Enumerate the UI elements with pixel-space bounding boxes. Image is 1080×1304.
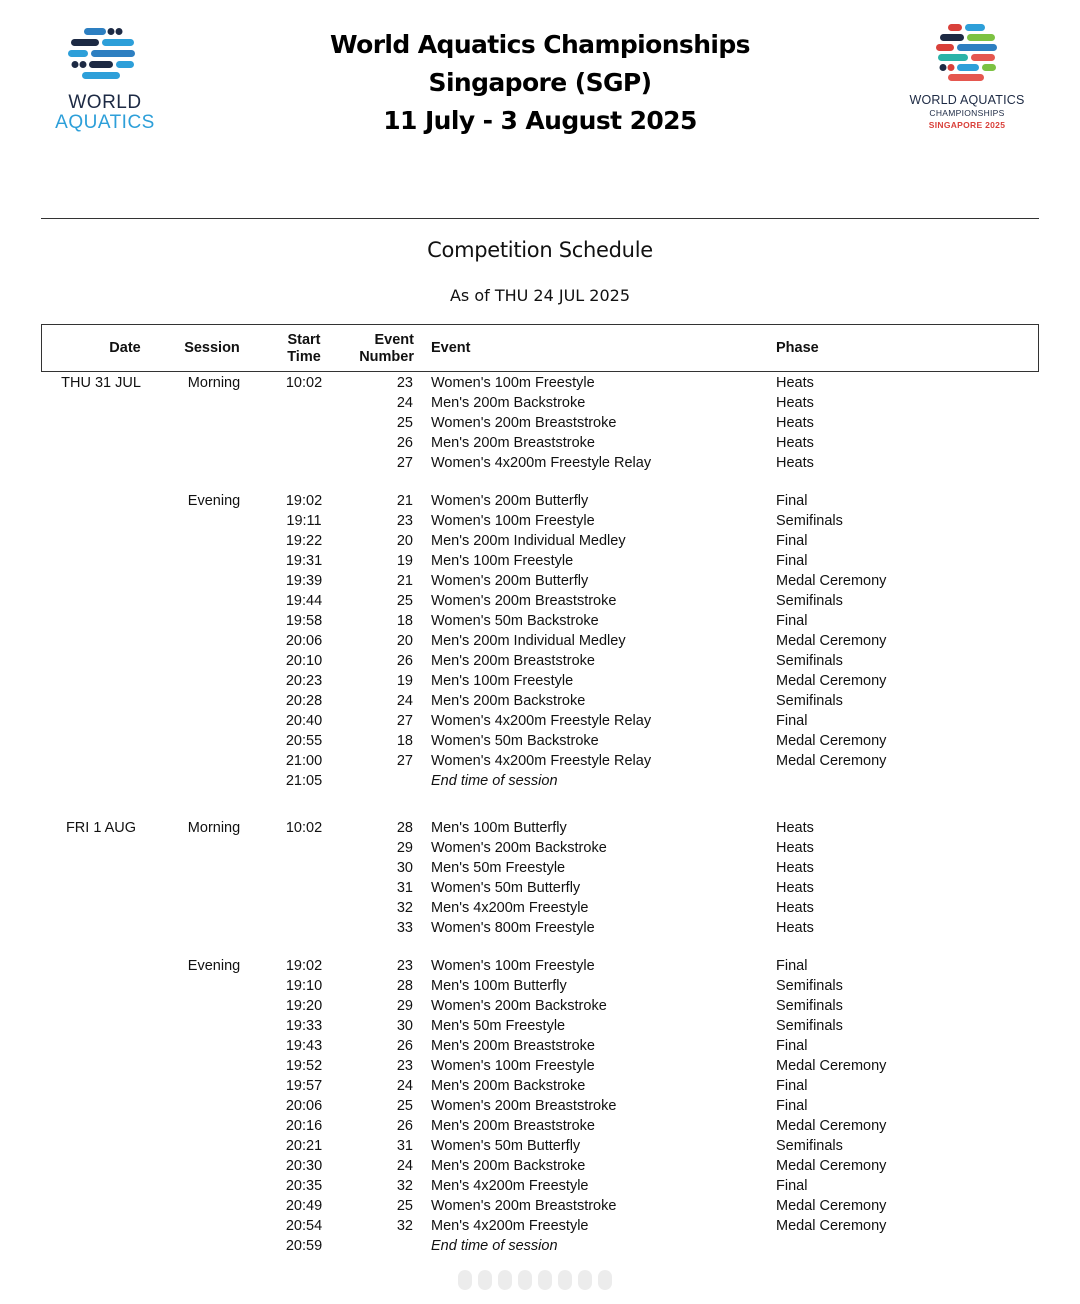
table-row bbox=[0, 1116, 1080, 1136]
cell-event: Men's 4x200m Freestyle bbox=[431, 1178, 589, 1194]
cell-start-time: 20:16 bbox=[285, 1118, 323, 1134]
cell-start-time: 20:40 bbox=[285, 713, 323, 729]
table-row bbox=[0, 996, 1080, 1016]
cell-event-number: 28 bbox=[396, 978, 413, 994]
cell-start-time: 20:54 bbox=[285, 1218, 323, 1234]
cell-phase: Medal Ceremony bbox=[776, 1198, 887, 1214]
cell-event: Women's 200m Butterfly bbox=[431, 573, 589, 589]
cell-event: Women's 50m Butterfly bbox=[431, 1138, 581, 1154]
table-row bbox=[0, 571, 1080, 591]
cell-phase: Final bbox=[776, 958, 808, 974]
cell-event-number: 29 bbox=[396, 998, 413, 1014]
cell-event: Women's 200m Backstroke bbox=[431, 840, 607, 856]
cell-event-number: 21 bbox=[396, 573, 413, 589]
cell-event-number: 26 bbox=[396, 1118, 413, 1134]
document-title: Competition Schedule bbox=[427, 238, 653, 262]
cell-event-number: 26 bbox=[396, 1038, 413, 1054]
table-row bbox=[0, 491, 1080, 511]
table-row bbox=[0, 611, 1080, 631]
table-row bbox=[0, 858, 1080, 878]
cell-event: Women's 100m Freestyle bbox=[431, 1058, 595, 1074]
col-header-event: Event bbox=[431, 340, 471, 356]
championship-location: Singapore (SGP) bbox=[428, 68, 652, 97]
col-header-event-number: Event Number bbox=[359, 332, 414, 365]
cell-phase: Medal Ceremony bbox=[776, 1118, 887, 1134]
cell-start-time: 20:55 bbox=[285, 733, 323, 749]
table-row bbox=[0, 393, 1080, 413]
cell-event-number: 24 bbox=[396, 693, 413, 709]
cell-event: Women's 200m Breaststroke bbox=[431, 415, 617, 431]
table-row bbox=[0, 898, 1080, 918]
cell-phase: Medal Ceremony bbox=[776, 753, 887, 769]
cell-start-time: 20:30 bbox=[285, 1158, 323, 1174]
cell-phase: Heats bbox=[776, 415, 814, 431]
cell-phase: Semifinals bbox=[776, 1018, 843, 1034]
cell-session: Evening bbox=[187, 493, 241, 509]
cell-phase: Heats bbox=[776, 395, 814, 411]
cell-event: Men's 100m Butterfly bbox=[431, 978, 567, 994]
table-row bbox=[0, 731, 1080, 751]
cell-event: Women's 50m Backstroke bbox=[431, 613, 599, 629]
logo-left-word-1: WORLD bbox=[68, 92, 142, 113]
cell-start-time: 20:28 bbox=[285, 693, 323, 709]
cell-session: Morning bbox=[187, 820, 241, 836]
cell-phase: Final bbox=[776, 1098, 808, 1114]
cell-start-time: 19:33 bbox=[285, 1018, 323, 1034]
cell-event: Women's 200m Breaststroke bbox=[431, 593, 617, 609]
cell-event-number: 19 bbox=[396, 673, 413, 689]
cell-event: Women's 50m Butterfly bbox=[431, 880, 581, 896]
cell-event-number: 25 bbox=[396, 415, 413, 431]
table-row bbox=[0, 956, 1080, 976]
cell-event: Women's 800m Freestyle bbox=[431, 920, 595, 936]
cell-phase: Final bbox=[776, 1078, 808, 1094]
cell-phase: Heats bbox=[776, 880, 814, 896]
cell-event-number: 23 bbox=[396, 1058, 413, 1074]
cell-phase: Semifinals bbox=[776, 1138, 843, 1154]
cell-start-time: 21:00 bbox=[285, 753, 323, 769]
cell-event-number: 18 bbox=[396, 613, 413, 629]
cell-event: Women's 4x200m Freestyle Relay bbox=[431, 713, 652, 729]
cell-event-number: 26 bbox=[396, 435, 413, 451]
cell-event-number: 27 bbox=[396, 713, 413, 729]
cell-phase: Medal Ceremony bbox=[776, 1058, 887, 1074]
cell-start-time: 19:57 bbox=[285, 1078, 323, 1094]
cell-event-number: 29 bbox=[396, 840, 413, 856]
cell-event: Women's 4x200m Freestyle Relay bbox=[431, 753, 652, 769]
cell-start-time: 20:06 bbox=[285, 633, 323, 649]
cell-event: Men's 200m Breaststroke bbox=[431, 653, 595, 669]
cell-event-number: 27 bbox=[396, 753, 413, 769]
cell-event-number: 32 bbox=[396, 1218, 413, 1234]
cell-event-number: 18 bbox=[396, 733, 413, 749]
cell-phase: Final bbox=[776, 493, 808, 509]
as-of-date: As of THU 24 JUL 2025 bbox=[449, 286, 631, 305]
logo-right-line-2: CHAMPIONSHIPS bbox=[929, 108, 1005, 118]
cell-phase: Semifinals bbox=[776, 513, 843, 529]
cell-event-number: 19 bbox=[396, 553, 413, 569]
cell-event: Men's 100m Freestyle bbox=[431, 673, 574, 689]
cell-session: Morning bbox=[187, 375, 241, 391]
table-row bbox=[0, 1136, 1080, 1156]
cell-start-time: 21:05 bbox=[285, 773, 323, 789]
table-row bbox=[0, 591, 1080, 611]
cell-event-number: 25 bbox=[396, 1198, 413, 1214]
cell-phase: Heats bbox=[776, 435, 814, 451]
table-row bbox=[0, 1076, 1080, 1096]
cell-start-time: 10:02 bbox=[285, 375, 323, 391]
cell-event: Men's 4x200m Freestyle bbox=[431, 1218, 589, 1234]
table-row bbox=[0, 976, 1080, 996]
cell-phase: Heats bbox=[776, 820, 814, 836]
cell-event-number: 24 bbox=[396, 395, 413, 411]
cell-phase: Medal Ceremony bbox=[776, 673, 887, 689]
cell-event-number: 25 bbox=[396, 1098, 413, 1114]
cell-start-time: 19:20 bbox=[285, 998, 323, 1014]
cell-event-number: 24 bbox=[396, 1158, 413, 1174]
cell-event-number: 31 bbox=[396, 880, 413, 896]
table-row bbox=[0, 878, 1080, 898]
table-row bbox=[0, 1016, 1080, 1036]
table-row bbox=[0, 751, 1080, 771]
cell-phase: Medal Ceremony bbox=[776, 573, 887, 589]
cell-event: Men's 200m Backstroke bbox=[431, 1078, 586, 1094]
table-row bbox=[0, 373, 1080, 393]
cell-event-number: 28 bbox=[396, 820, 413, 836]
cell-event: Men's 200m Backstroke bbox=[431, 1158, 586, 1174]
cell-event-number: 32 bbox=[396, 1178, 413, 1194]
cell-event: Men's 50m Freestyle bbox=[431, 1018, 566, 1034]
cell-event: Women's 100m Freestyle bbox=[431, 958, 595, 974]
col-header-session: Session bbox=[184, 340, 240, 356]
cell-event-number: 20 bbox=[396, 633, 413, 649]
cell-event-number: 21 bbox=[396, 493, 413, 509]
table-row bbox=[0, 1056, 1080, 1076]
cell-event: Men's 200m Breaststroke bbox=[431, 1038, 595, 1054]
cell-phase: Medal Ceremony bbox=[776, 1218, 887, 1234]
table-row bbox=[0, 1036, 1080, 1056]
cell-event: Women's 200m Breaststroke bbox=[431, 1098, 617, 1114]
cell-start-time: 19:52 bbox=[285, 1058, 323, 1074]
cell-phase: Heats bbox=[776, 375, 814, 391]
table-row bbox=[0, 531, 1080, 551]
cell-event-number: 27 bbox=[396, 455, 413, 471]
cell-phase: Final bbox=[776, 1038, 808, 1054]
cell-start-time: 20:21 bbox=[285, 1138, 323, 1154]
cell-event-number: 30 bbox=[396, 860, 413, 876]
cell-session: Evening bbox=[187, 958, 241, 974]
cell-event: Men's 200m Backstroke bbox=[431, 693, 586, 709]
cell-event-number: 32 bbox=[396, 900, 413, 916]
cell-event: Women's 100m Freestyle bbox=[431, 513, 595, 529]
table-row bbox=[0, 511, 1080, 531]
cell-start-time: 20:10 bbox=[285, 653, 323, 669]
col-header-phase: Phase bbox=[776, 340, 819, 356]
cell-event: Men's 4x200m Freestyle bbox=[431, 900, 589, 916]
logo-right-line-3: SINGAPORE 2025 bbox=[928, 120, 1006, 130]
cell-event: Men's 100m Butterfly bbox=[431, 820, 567, 836]
cell-event: End time of session bbox=[431, 1238, 558, 1254]
cell-start-time: 20:49 bbox=[285, 1198, 323, 1214]
watermark bbox=[458, 1270, 618, 1290]
logo-right-line-1: WORLD AQUATICS bbox=[909, 93, 1025, 107]
cell-phase: Final bbox=[776, 533, 808, 549]
cell-phase: Medal Ceremony bbox=[776, 1158, 887, 1174]
cell-phase: Semifinals bbox=[776, 653, 843, 669]
cell-phase: Medal Ceremony bbox=[776, 633, 887, 649]
championship-title: World Aquatics Championships bbox=[330, 30, 750, 59]
cell-start-time: 10:02 bbox=[285, 820, 323, 836]
cell-start-time: 20:06 bbox=[285, 1098, 323, 1114]
table-row bbox=[0, 1096, 1080, 1116]
table-row bbox=[0, 838, 1080, 858]
logo-left-word-2: AQUATICS bbox=[55, 112, 155, 133]
cell-start-time: 19:02 bbox=[285, 958, 323, 974]
cell-event-number: 31 bbox=[396, 1138, 413, 1154]
table-row bbox=[0, 1156, 1080, 1176]
cell-phase: Heats bbox=[776, 860, 814, 876]
table-row bbox=[0, 1196, 1080, 1216]
cell-event: Women's 100m Freestyle bbox=[431, 375, 595, 391]
cell-phase: Semifinals bbox=[776, 998, 843, 1014]
cell-event: Women's 200m Backstroke bbox=[431, 998, 607, 1014]
table-row bbox=[0, 818, 1080, 838]
cell-date: FRI 1 AUG bbox=[65, 820, 137, 836]
cell-phase: Heats bbox=[776, 920, 814, 936]
cell-start-time: 20:59 bbox=[285, 1238, 323, 1254]
cell-event-number: 25 bbox=[396, 593, 413, 609]
cell-phase: Final bbox=[776, 713, 808, 729]
cell-phase: Final bbox=[776, 1178, 808, 1194]
cell-phase: Heats bbox=[776, 455, 814, 471]
cell-phase: Semifinals bbox=[776, 693, 843, 709]
table-row bbox=[0, 631, 1080, 651]
cell-event-number: 23 bbox=[396, 375, 413, 391]
cell-start-time: 20:23 bbox=[285, 673, 323, 689]
cell-event: Men's 200m Individual Medley bbox=[431, 633, 626, 649]
cell-start-time: 19:44 bbox=[285, 593, 323, 609]
table-row bbox=[0, 671, 1080, 691]
cell-start-time: 19:39 bbox=[285, 573, 323, 589]
cell-event-number: 23 bbox=[396, 958, 413, 974]
cell-event: Men's 200m Individual Medley bbox=[431, 533, 626, 549]
cell-start-time: 20:35 bbox=[285, 1178, 323, 1194]
cell-event-number: 33 bbox=[396, 920, 413, 936]
cell-start-time: 19:31 bbox=[285, 553, 323, 569]
cell-phase: Semifinals bbox=[776, 593, 843, 609]
cell-event: Men's 50m Freestyle bbox=[431, 860, 566, 876]
session-end-row bbox=[0, 771, 1080, 791]
cell-start-time: 19:43 bbox=[285, 1038, 323, 1054]
cell-start-time: 19:11 bbox=[286, 513, 322, 529]
cell-event-number: 30 bbox=[396, 1018, 413, 1034]
cell-start-time: 19:58 bbox=[285, 613, 323, 629]
table-row bbox=[0, 433, 1080, 453]
cell-start-time: 19:22 bbox=[285, 533, 323, 549]
col-header-start-time: Start Time bbox=[287, 332, 321, 365]
cell-event: Men's 200m Backstroke bbox=[431, 395, 586, 411]
table-row bbox=[0, 918, 1080, 938]
cell-event: Women's 200m Breaststroke bbox=[431, 1198, 617, 1214]
championship-dates: 11 July - 3 August 2025 bbox=[383, 106, 697, 135]
table-row bbox=[0, 551, 1080, 571]
cell-event: Women's 200m Butterfly bbox=[431, 493, 589, 509]
cell-event-number: 20 bbox=[396, 533, 413, 549]
cell-phase: Final bbox=[776, 613, 808, 629]
cell-event-number: 26 bbox=[396, 653, 413, 669]
table-row bbox=[0, 711, 1080, 731]
cell-start-time: 19:10 bbox=[285, 978, 323, 994]
cell-phase: Final bbox=[776, 553, 808, 569]
cell-event: Women's 4x200m Freestyle Relay bbox=[431, 455, 652, 471]
cell-event-number: 24 bbox=[396, 1078, 413, 1094]
cell-start-time: 19:02 bbox=[285, 493, 323, 509]
col-header-date: Date bbox=[109, 340, 141, 356]
session-end-row bbox=[0, 1236, 1080, 1256]
cell-event: Men's 100m Freestyle bbox=[431, 553, 574, 569]
cell-date: THU 31 JUL bbox=[61, 375, 141, 391]
table-row bbox=[0, 413, 1080, 433]
cell-event: Men's 200m Breaststroke bbox=[431, 435, 595, 451]
table-row bbox=[0, 691, 1080, 711]
cell-phase: Heats bbox=[776, 840, 814, 856]
cell-event: Men's 200m Breaststroke bbox=[431, 1118, 595, 1134]
table-row bbox=[0, 651, 1080, 671]
cell-phase: Semifinals bbox=[776, 978, 843, 994]
cell-phase: Heats bbox=[776, 900, 814, 916]
cell-phase: Medal Ceremony bbox=[776, 733, 887, 749]
cell-event: Women's 50m Backstroke bbox=[431, 733, 599, 749]
cell-event-number: 23 bbox=[396, 513, 413, 529]
table-row bbox=[0, 453, 1080, 473]
table-row bbox=[0, 1216, 1080, 1236]
cell-event: End time of session bbox=[431, 773, 558, 789]
table-row bbox=[0, 1176, 1080, 1196]
